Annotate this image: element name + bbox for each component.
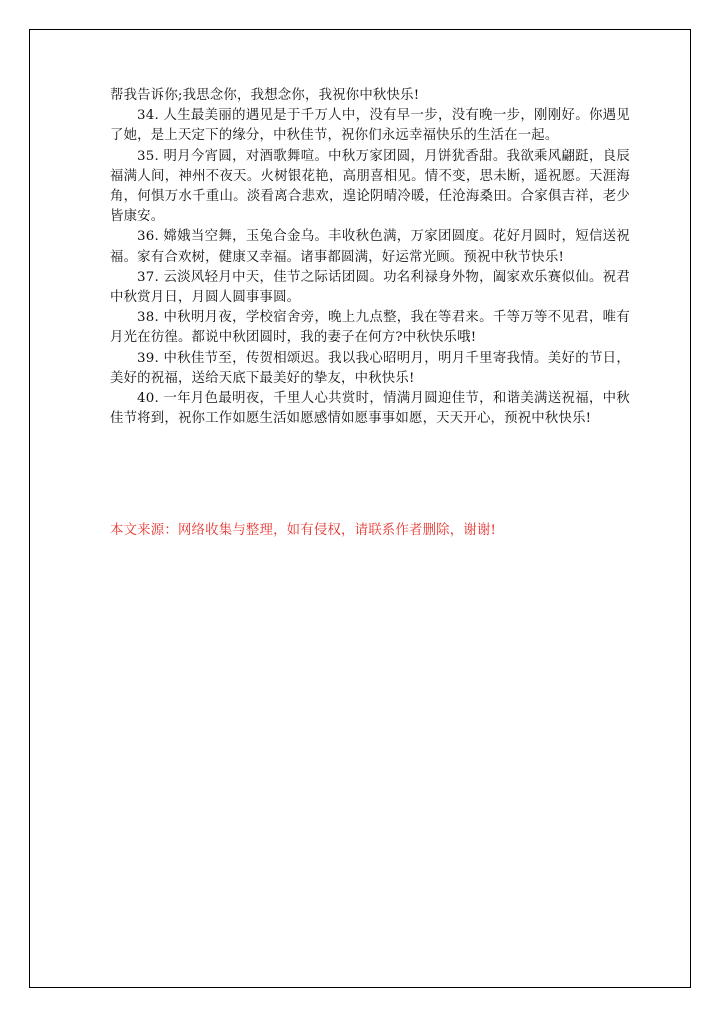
source-disclaimer: 本文来源：网络收集与整理，如有侵权，请联系作者删除，谢谢! [110, 523, 497, 538]
document-body [110, 86, 630, 429]
paragraph-intro-line: 帮我告诉你;我思念你，我想念你，我祝你中秋快乐! [110, 88, 420, 103]
paragraph-35: 35. 明月今宵圆，对酒歌舞喧。中秋万家团圆，月饼犹香甜。我欲乘风翩跹，良辰福满人间，神州不夜天。火树银花艳，高朋喜相见。情不变，思未断，遥祝愿。天涯海角，何惧万水千重山。淡看离合悲欢，遑论阴晴冷暖，任沧海桑田。合家俱吉祥，老少皆康安。 [110, 148, 630, 225]
paragraph-34: 34. 人生最美丽的遇见是于千万人中，没有早一步，没有晚一步，刚刚好。你遇见了她，是上天定下的缘分，中秋佳节，祝你们永远幸福快乐的生活在一起。 [110, 108, 630, 144]
paragraph-40: 40. 一年月色最明夜，千里人心共赏时，情满月圆迎佳节，和谐美满送祝福，中秋佳节将到，祝你工作如愿生活如愿感情如愿事事如愿，天天开心，预祝中秋快乐! [110, 391, 630, 427]
paragraph-36: 36. 嫦娥当空舞，玉兔合金乌。丰收秋色满，万家团圆度。花好月圆时，短信送祝福。家有合欢树，健康又幸福。诸事都圆满，好运常光顾。预祝中秋节快乐! [110, 229, 630, 265]
paragraph-38: 38. 中秋明月夜，学校宿舍旁，晚上九点整，我在等君来。千等万等不见君，唯有月光在彷徨。都说中秋团圆时，我的妻子在何方?中秋快乐哦! [110, 310, 630, 346]
paragraph-37: 37. 云淡风轻月中天，佳节之际话团圆。功名利禄身外物，阖家欢乐赛似仙。祝君中秋赏月日，月圆人圆事事圆。 [110, 269, 630, 306]
paragraph-39: 39. 中秋佳节至，传贺相颂迟。我以我心昭明月，明月千里寄我情。美好的节日，美好的祝福，送给天底下最美好的挚友，中秋快乐! [110, 350, 630, 386]
